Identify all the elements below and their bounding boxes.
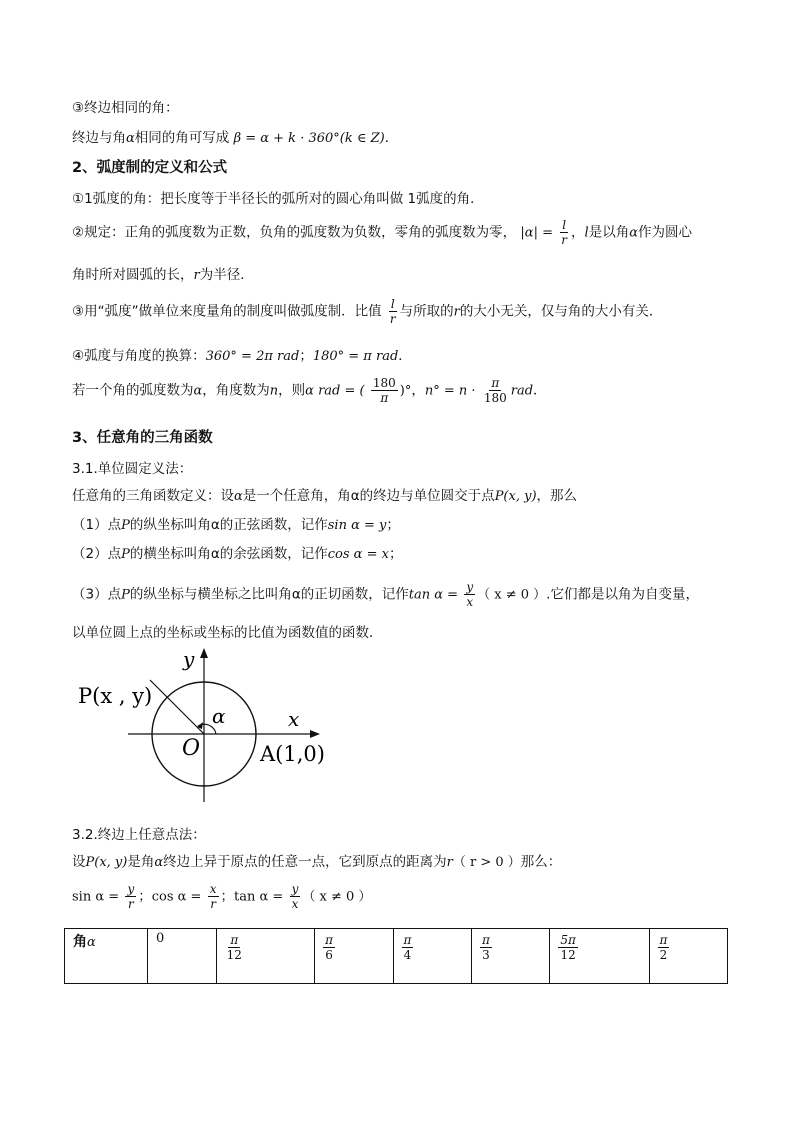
text: ②规定：正角的弧度数为正数，负角的弧度数为负数，零角的弧度数为零， [72, 224, 517, 241]
alpha-symbol: α [629, 225, 638, 241]
numerator: y [127, 882, 135, 896]
text: ； [299, 348, 313, 364]
table-cell [550, 929, 649, 984]
n-symbol: n [269, 383, 279, 399]
radian-item-4 [72, 344, 412, 364]
cos-formula: cos α = [151, 889, 202, 905]
text: 终边上异于原点的任意一点，它到原点的距离为 [163, 854, 447, 870]
y-label: y [183, 647, 195, 671]
text: 的纵坐标与横坐标之比叫角α的正切函数，记作 [129, 586, 409, 603]
y-over-r-fraction [125, 882, 136, 911]
alpha-symbol: α [126, 131, 135, 146]
point-p: P(x, y) [85, 855, 128, 870]
text: ，角度数为 [202, 382, 270, 399]
text: ． [398, 348, 412, 364]
table-cell [471, 929, 549, 984]
text: ； [386, 517, 400, 533]
numerator: y [291, 882, 299, 896]
text: ； [138, 888, 152, 905]
trig-item-sin [72, 513, 400, 533]
denominator: r [127, 897, 134, 911]
alpha-label: α [212, 704, 226, 728]
table-row [65, 929, 728, 984]
cell-value: 0 [156, 931, 165, 946]
table-header-cell [65, 929, 148, 984]
y-over-x-fraction [464, 580, 475, 609]
p-symbol: P [121, 547, 130, 562]
arbitrary-point-definition [72, 850, 561, 870]
denominator: 12 [560, 948, 576, 962]
radian-conversion-line [72, 376, 547, 405]
denominator: 6 [325, 948, 333, 962]
denominator: x [466, 595, 474, 609]
r-symbol: r [193, 268, 200, 283]
text: 为半径． [199, 267, 254, 283]
numerator: l [390, 297, 395, 311]
numerator: π [230, 933, 239, 947]
text: 是角 [127, 854, 155, 870]
alpha-symbol: α [193, 383, 203, 399]
denominator: r [389, 312, 396, 326]
numerator: 5π [560, 933, 576, 947]
numerator: l [562, 218, 567, 232]
numerator: π [481, 933, 490, 947]
text: （3）点 [72, 586, 122, 603]
abs-alpha: |α| = [520, 225, 553, 241]
text: 相同的角可写成 [134, 130, 230, 146]
numerator: x [209, 882, 217, 896]
text: ④弧度与角度的换算： [72, 348, 206, 364]
section-heading-radian: 2、弧度制的定义和公式 [72, 160, 228, 176]
cos-formula: cos α = x [327, 547, 389, 562]
formula-lhs2: n° = n · [424, 383, 476, 399]
text: .它们都是以角为自变量， [546, 586, 699, 603]
formula-rhs: )° [399, 383, 412, 399]
numerator: y [466, 580, 474, 594]
tan-formula: tan α = [234, 889, 284, 905]
point-p: P(x, y) [494, 489, 537, 504]
origin-label: O [182, 736, 201, 761]
text: 任意角的三角函数定义：设 [72, 488, 234, 504]
text: 是一个任意角，角α的终边与单位圆交于点 [242, 488, 495, 504]
text: ，那么 [536, 488, 578, 504]
alpha-symbol: α [87, 935, 96, 950]
numerator: π [491, 376, 500, 390]
cell-fraction [480, 933, 492, 962]
coterminal-formula: β = α + k · 360°(k ∈ Z) [233, 131, 385, 146]
same-terminal-formula-line [72, 126, 398, 146]
x-label: x [288, 707, 300, 731]
text: （1）点 [72, 517, 122, 533]
text: 若一个角的弧度数为 [72, 382, 194, 399]
subheading-arbitrary-point: 3.2.终边上任意点法： [72, 827, 206, 843]
radian-item-1: ①1弧度的角：把长度等于半径长的弧所对的圆心角叫做 1弧度的角． [72, 191, 484, 207]
denominator: 12 [226, 948, 242, 962]
p-symbol: P [121, 518, 130, 533]
denominator: x [291, 897, 299, 911]
text: ； [388, 546, 403, 562]
numerator: 180 [372, 376, 396, 390]
a-label: A(1,0) [260, 742, 325, 766]
180-over-pi-fraction [371, 376, 398, 405]
table-cell [649, 929, 727, 984]
text: 是以角 [588, 224, 630, 241]
condition: （ r > 0 ） [452, 855, 521, 870]
cell-fraction [323, 933, 335, 962]
numerator: π [659, 933, 668, 947]
denominator: 4 [403, 948, 412, 962]
text: ， [571, 224, 585, 241]
denominator: r [561, 233, 568, 247]
numerator: π [325, 933, 333, 947]
text: （2）点 [72, 546, 122, 562]
text: 与所取的 [399, 303, 454, 320]
cell-fraction [402, 933, 414, 962]
x-over-r-fraction [208, 882, 219, 911]
p-symbol: P [121, 587, 130, 603]
table-cell [148, 929, 217, 984]
formula-180: 180° = π rad [312, 349, 399, 364]
trig-item-tan-cont: 以单位圆上点的坐标或坐标的比值为函数值的函数． [72, 625, 383, 641]
formula-lhs: α rad = ( [305, 383, 365, 399]
trig-definition [72, 484, 577, 504]
cell-fraction [558, 933, 578, 962]
l-symbol: l [584, 225, 589, 241]
x-axis-arrow [310, 730, 320, 738]
tan-formula: tan α = [408, 587, 459, 603]
header-text: 角 [73, 934, 87, 950]
r-symbol: r [453, 304, 460, 320]
text: 的纵坐标叫角α的正弦函数，记作 [129, 517, 328, 533]
denominator: r [210, 897, 216, 911]
cell-fraction [658, 933, 670, 962]
terminal-side [150, 680, 204, 734]
table-cell [393, 929, 471, 984]
text: 的横坐标叫角α的余弦函数，记作 [129, 546, 328, 562]
denominator: 2 [659, 948, 668, 962]
text: 角时所对圆弧的长， [72, 267, 194, 283]
radian-item-2 [72, 218, 692, 247]
cell-fraction [225, 933, 244, 962]
text: ， [411, 382, 425, 399]
section-heading-trig: 3、任意角的三角函数 [72, 430, 213, 446]
trig-item-tan [72, 580, 699, 609]
radian-item-2-cont [72, 263, 254, 283]
text: 作为圆心 [637, 224, 692, 241]
formula-360: 360° = 2π rad [205, 349, 300, 364]
denominator: 180 [483, 391, 507, 405]
table-cell [315, 929, 393, 984]
denominator: π [380, 391, 389, 405]
text: 那么： [520, 854, 562, 870]
arbitrary-point-formulas [72, 882, 371, 911]
unit-circle-diagram [70, 646, 340, 806]
radian-item-3 [72, 297, 662, 326]
table-cell [216, 929, 314, 984]
y-over-x-fraction [290, 882, 301, 911]
l-over-r-fraction [559, 218, 569, 247]
text: 终边与角 [72, 130, 126, 146]
sin-formula: sin α = y [327, 518, 387, 533]
alpha-symbol: α [154, 855, 164, 870]
text: ，则 [278, 382, 306, 399]
text: 的大小无关，仅与角的大小有关． [459, 303, 663, 320]
rad-unit: rad [510, 383, 534, 399]
text: ． [533, 382, 547, 399]
denominator: 3 [482, 948, 490, 962]
numerator: π [403, 933, 412, 947]
sin-formula: sin α = [72, 889, 120, 905]
special-angles-table [64, 928, 728, 984]
condition: （ x ≠ 0 ） [477, 587, 547, 603]
pi-over-180-fraction [482, 376, 509, 405]
text: ③用“弧度”做单位来度量角的制度叫做弧度制．比值 [72, 303, 382, 320]
r-symbol: r [446, 855, 453, 870]
p-label: P(x , y) [78, 684, 153, 708]
text: ． [384, 130, 399, 146]
l-over-r-fraction [388, 297, 398, 326]
subheading-unit-circle: 3.1.单位圆定义法： [72, 461, 193, 477]
alpha-symbol: α [234, 489, 243, 504]
trig-item-cos [72, 542, 402, 562]
text: ； [220, 888, 235, 905]
y-axis-arrow [200, 648, 208, 658]
same-terminal-title: ③终边相同的角： [72, 100, 179, 116]
condition: （ x ≠ 0 ） [302, 889, 372, 905]
text: 设 [72, 854, 86, 870]
